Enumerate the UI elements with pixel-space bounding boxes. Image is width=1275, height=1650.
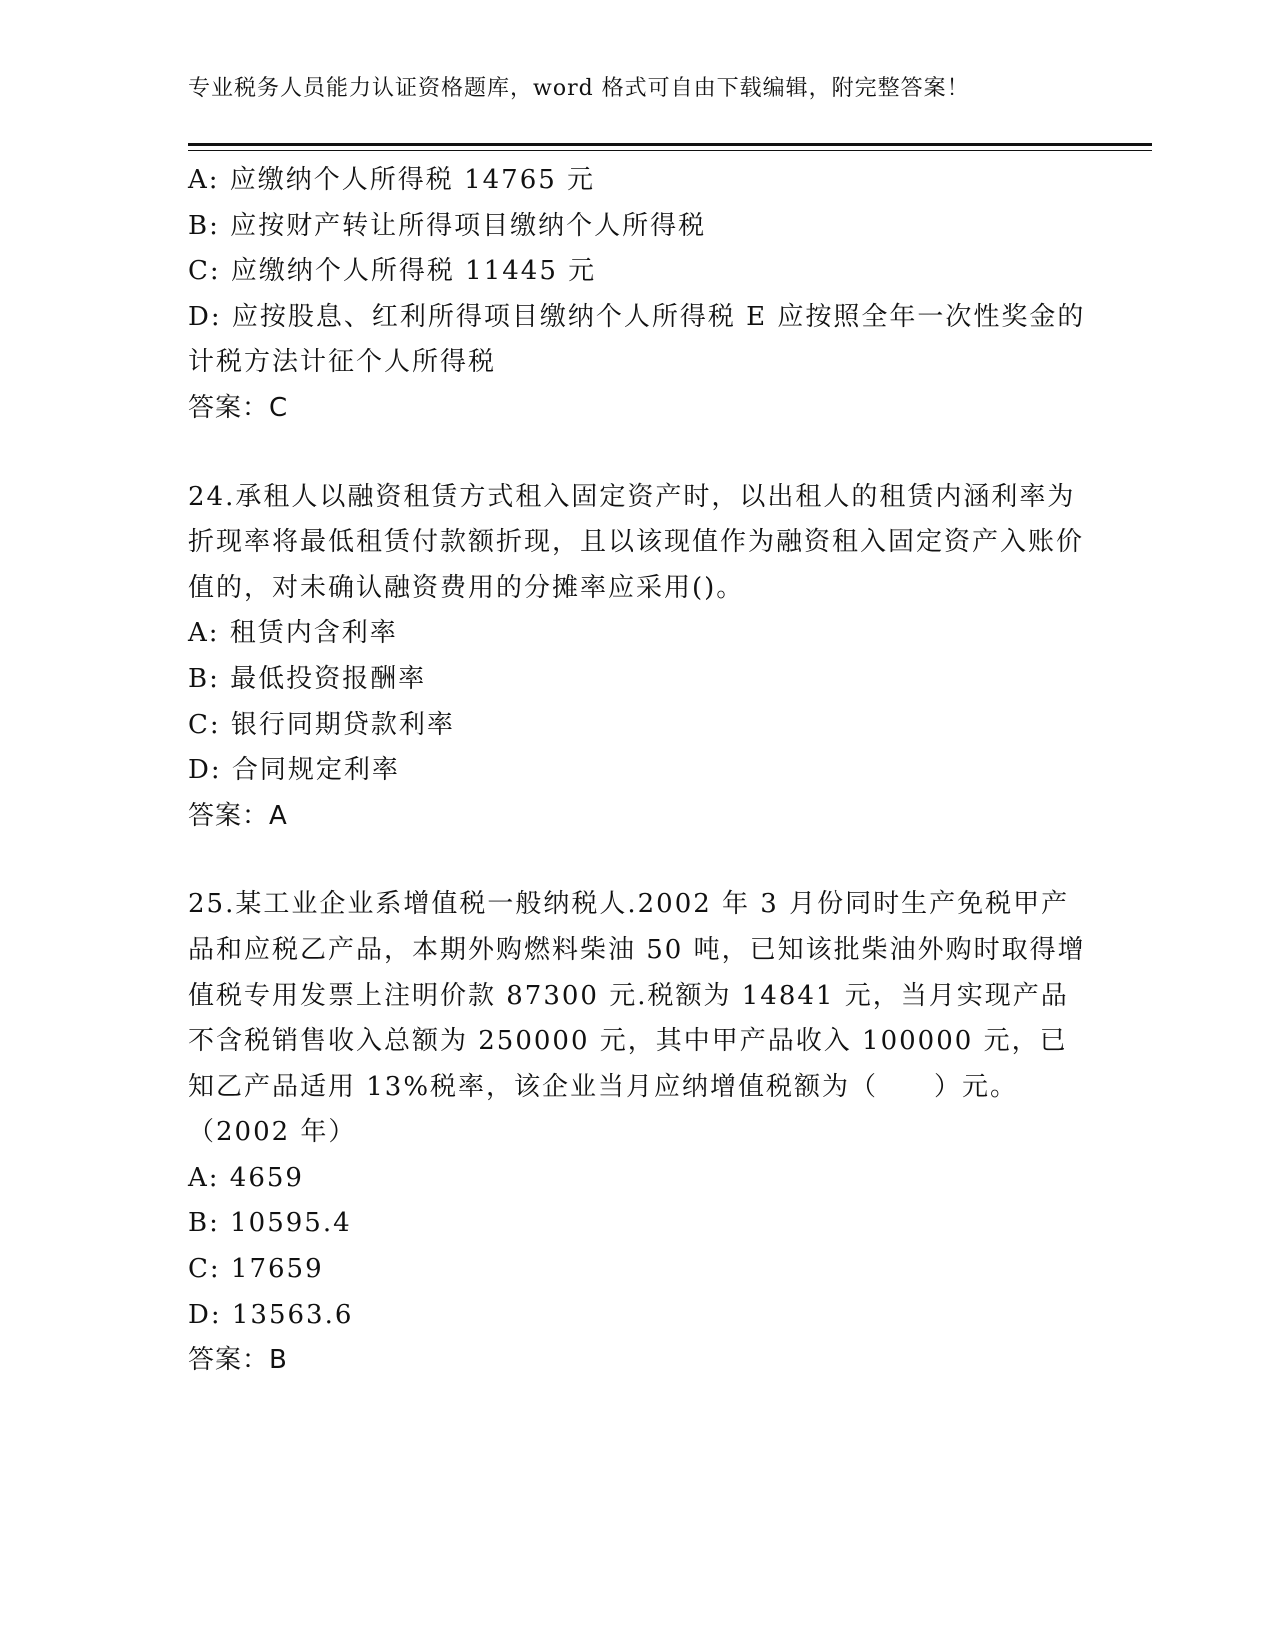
q25-stem: 25.某工业企业系增值税一般纳税人.2002 年 3 月份同时生产免税甲产品和应税乙产品，本期外购燃料柴油 50 吨，已知该批柴油外购时取得增值税专用发票上注明价款 87300 元.税额为 14841 元，当月实现产品不含税销售收入总额为 250000 元，其中甲产品收入 100000 元，已知乙产品适用 13%税率，该企业当月应纳增值税额为（ ）元。（2002 年）	[188, 889, 1086, 1148]
q23-option-b: B: 应按财产转让所得项目缴纳个人所得税	[188, 210, 707, 241]
q25-option-a: A: 4659	[188, 1162, 304, 1193]
header-rule-thin	[188, 150, 1152, 151]
q24-option-d: D: 合同规定利率	[188, 755, 400, 786]
q24-option-b: B: 最低投资报酬率	[188, 663, 427, 694]
question-content	[188, 158, 1088, 1384]
q23-option-a: A: 应缴纳个人所得税 14765 元	[188, 165, 596, 195]
spacer	[188, 432, 1088, 475]
q25-option-b: B: 10595.4	[188, 1208, 352, 1239]
q23-option-d: D: 应按股息、红利所得项目缴纳个人所得税 E 应按照全年一次性奖金的计税方法计征个人所得税	[188, 301, 1086, 378]
q23-answer: 答案：C	[188, 392, 289, 423]
spacer	[188, 839, 1088, 882]
header-rule-thick	[188, 143, 1152, 146]
q25-answer: 答案：B	[188, 1345, 288, 1376]
q25-option-c: C: 17659	[188, 1254, 324, 1285]
q24-stem: 24.承租人以融资租赁方式租入固定资产时，以出租人的租赁内涵利率为折现率将最低租赁付款额折现，且以该现值作为融资租入固定资产入账价值的，对未确认融资费用的分摊率应采用()。	[188, 481, 1085, 603]
q25-option-d: D: 13563.6	[188, 1299, 354, 1330]
q24-option-a: A: 租赁内含利率	[188, 618, 398, 649]
q23-option-c: C: 应缴纳个人所得税 11445 元	[188, 256, 597, 287]
page-header: 专业税务人员能力认证资格题库，word 格式可自由下载编辑，附完整答案！	[188, 76, 970, 101]
q24-option-c: C: 银行同期贷款利率	[188, 709, 455, 740]
q24-answer: 答案：A	[188, 800, 288, 831]
